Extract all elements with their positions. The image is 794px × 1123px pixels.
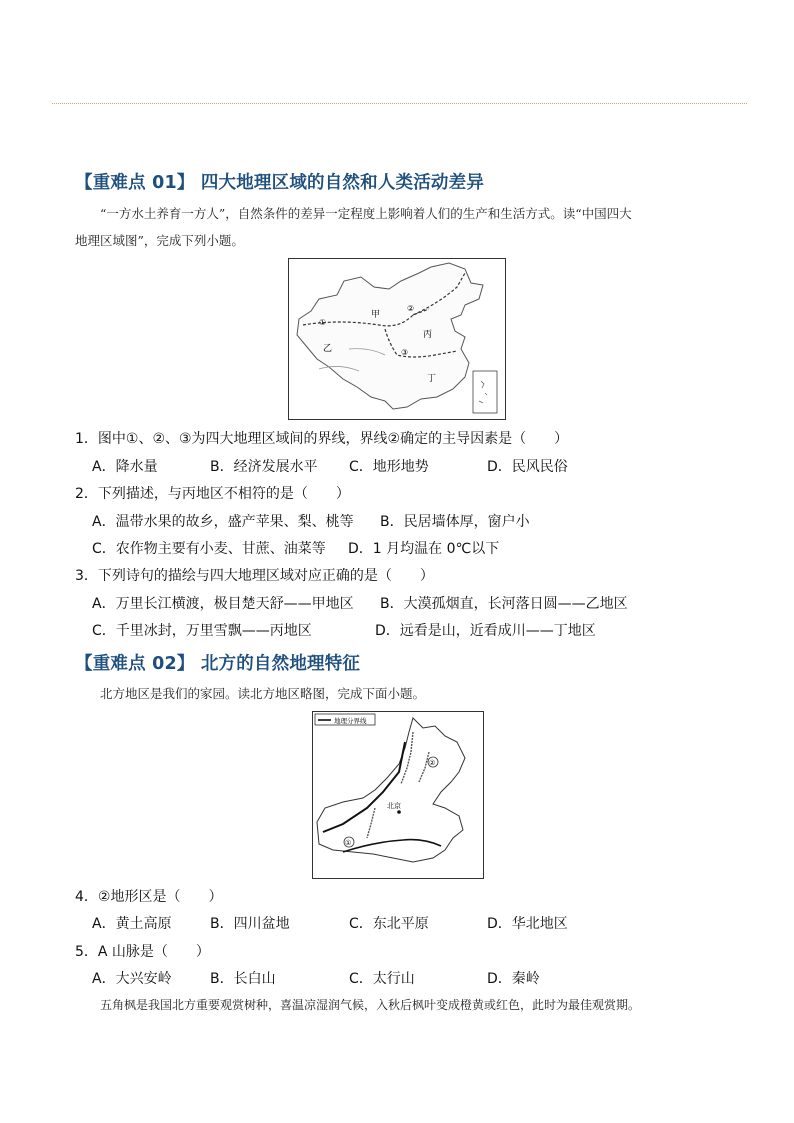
question-2-option-d[interactable]: D．1 月均温在 0℃以下 — [348, 541, 500, 557]
boundary-1-label: ① — [319, 318, 327, 327]
question-3-stem: 3．下列诗句的描绘与四大地理区域对应正确的是（ ） — [75, 568, 434, 584]
question-5-option-b[interactable]: B．长白山 — [210, 971, 276, 987]
question-3-option-a[interactable]: A．万里长江横渡，极目楚天舒——甲地区 — [92, 596, 354, 612]
question-3-option-b[interactable]: B．大漠孤烟直，长河落日圆——乙地区 — [380, 596, 628, 612]
question-2-stem: 2．下列描述，与丙地区不相符的是（ ） — [75, 486, 350, 502]
china-map-drawing — [289, 259, 505, 419]
map-beijing-label: 北京 — [387, 802, 401, 810]
north-china-map-drawing — [313, 712, 483, 878]
section-1-intro-line-2: 地理区域图”，完成下列小题。 — [75, 233, 244, 248]
section-heading-2: 【重难点 02】 北方的自然地理特征 — [75, 654, 361, 674]
question-2-option-a[interactable]: A．温带水果的故乡，盛产苹果、梨、桃等 — [92, 514, 354, 530]
footer-passage: 五角枫是我国北方重要观赏树种，喜温凉湿润气候，入秋后枫叶变成橙黄或红色，此时为最佳观赏期。 — [100, 998, 641, 1012]
question-2-option-b[interactable]: B．民居墙体厚，窗户小 — [380, 514, 530, 530]
question-1-option-c[interactable]: C．地形地势 — [349, 459, 429, 475]
question-1-option-b[interactable]: B．经济发展水平 — [210, 459, 318, 475]
region-ding-label: 丁 — [427, 374, 437, 384]
map-region-1-label: ① — [345, 839, 352, 847]
question-4-option-c[interactable]: C．东北平原 — [349, 916, 429, 932]
question-1-option-d[interactable]: D．民风民俗 — [487, 459, 568, 475]
question-2-option-c[interactable]: C．农作物主要有小麦、甘蔗、油菜等 — [92, 541, 326, 557]
region-bing-label: 丙 — [423, 330, 433, 340]
question-4-stem: 4．②地形区是（ ） — [75, 889, 223, 905]
question-4-option-a[interactable]: A．黄土高原 — [92, 916, 172, 932]
boundary-3-label: ③ — [401, 348, 409, 357]
north-china-map — [312, 711, 484, 879]
question-3-option-d[interactable]: D．远看是山，近看成川——丁地区 — [375, 623, 596, 639]
boundary-2-label: ② — [407, 304, 415, 313]
map-region-2-label: ② — [429, 759, 436, 767]
question-5-option-d[interactable]: D．秦岭 — [487, 971, 540, 987]
question-4-option-d[interactable]: D．华北地区 — [487, 916, 568, 932]
section-1-intro-line-1: “一方水土养育一方人”，自然条件的差异一定程度上影响着人们的生产和生活方式。读“中国四大 — [100, 206, 632, 221]
header-divider — [52, 103, 747, 104]
question-5-stem: 5．A 山脉是（ ） — [75, 944, 210, 960]
region-jia-label: 甲 — [371, 310, 381, 320]
question-5-option-a[interactable]: A．大兴安岭 — [92, 971, 172, 987]
china-four-regions-map — [288, 258, 506, 420]
question-1-option-a[interactable]: A．降水量 — [92, 459, 158, 475]
section-heading-1: 【重难点 01】 四大地理区域的自然和人类活动差异 — [75, 173, 485, 193]
section-2-intro: 北方地区是我们的家园。读北方地区略图，完成下面小题。 — [100, 686, 426, 701]
question-1-stem: 1．图中①、②、③为四大地理区域间的界线，界线②确定的主导因素是（ ） — [75, 431, 569, 447]
question-4-option-b[interactable]: B．四川盆地 — [210, 916, 290, 932]
region-yi-label: 乙 — [323, 344, 333, 354]
question-3-option-c[interactable]: C．千里冰封，万里雪飘——丙地区 — [92, 623, 312, 639]
map-legend-label: 地理分界线 — [334, 717, 367, 725]
question-5-option-c[interactable]: C．太行山 — [349, 971, 415, 987]
